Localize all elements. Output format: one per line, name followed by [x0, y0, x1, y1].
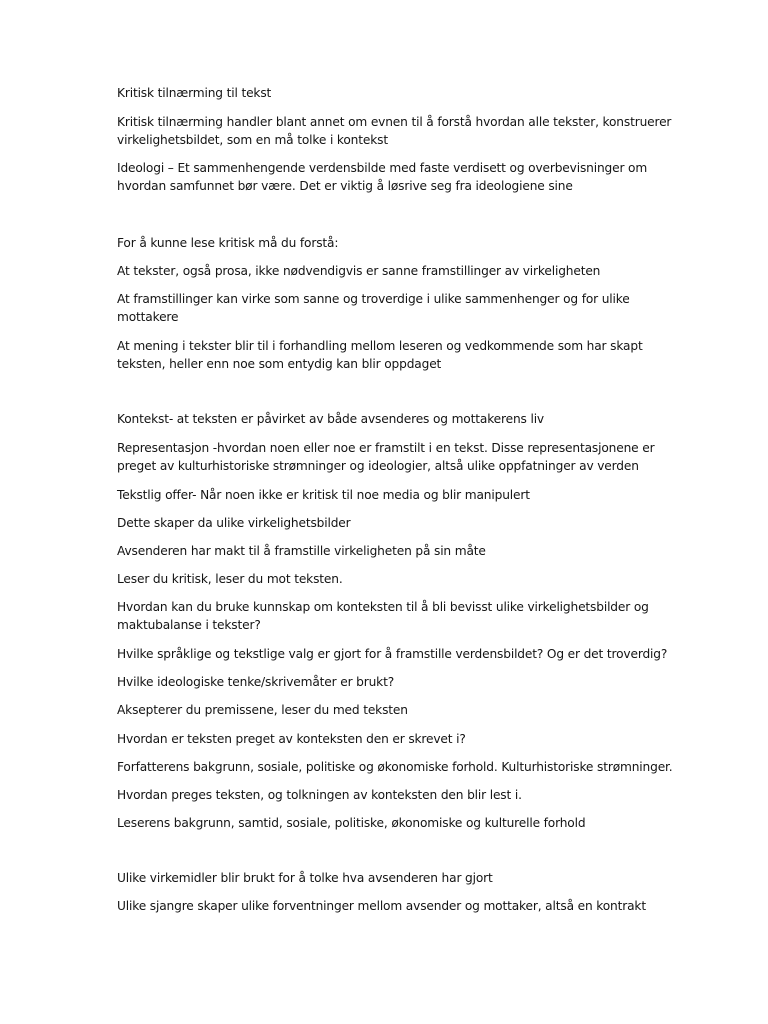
paragraph: [117, 337, 657, 373]
text-line: At framstillinger kan virke som sanne og troverdige i ulike sammenhenger og for ulike: [117, 292, 630, 306]
text-line: mottakere: [117, 310, 179, 324]
paragraph: [117, 570, 657, 588]
text-line: Kontekst- at teksten er påvirket av både avsenderes og mottakerens liv: [117, 412, 544, 426]
text-line: maktubalanse i tekster?: [117, 618, 261, 632]
paragraph: [117, 410, 657, 428]
paragraph: [117, 514, 657, 532]
text-line: Ideologi – Et sammenhengende verdensbilde med faste verdisett og overbevisninger om: [117, 161, 648, 175]
paragraph: [117, 814, 657, 832]
text-line: Leserens bakgrunn, samtid, sosiale, politiske, økonomiske og kulturelle forhold: [117, 816, 586, 830]
text-line: Hvordan kan du bruke kunnskap om konteksten til å bli bevisst ulike virkelighetsbilder og: [117, 600, 649, 614]
text-line: Ulike sjangre skaper ulike forventninger mellom avsender og mottaker, altså en kontrakt: [117, 899, 646, 913]
text-line: Kritisk tilnærming til tekst: [117, 86, 272, 100]
text-line: At mening i tekster blir til i forhandling mellom leseren og vedkommende som har skapt: [117, 339, 643, 353]
text-line: virkelighetsbildet, som en må tolke i kontekst: [117, 133, 388, 147]
text-line: Aksepterer du premissene, leser du med teksten: [117, 703, 408, 717]
text-line: Hvordan er teksten preget av konteksten den er skrevet i?: [117, 732, 466, 746]
text-line: Kritisk tilnærming handler blant annet om evnen til å forstå hvordan alle tekster, konstruerer: [117, 115, 672, 129]
paragraph: [117, 290, 657, 326]
paragraph: [117, 897, 657, 915]
paragraph: [117, 645, 668, 663]
text-line: Forfatterens bakgrunn, sosiale, politiske og økonomiske forhold. Kulturhistoriske strømninger.: [117, 760, 673, 774]
text-line: teksten, heller enn noe som entydig kan blir oppdaget: [117, 357, 442, 371]
paragraph: [117, 439, 657, 475]
paragraph: [117, 262, 657, 280]
text-line: preget av kulturhistoriske strømninger og ideologier, altså ulike oppfatninger av verden: [117, 459, 639, 473]
paragraph: [117, 701, 657, 719]
paragraph: [117, 786, 657, 804]
text-line: Dette skaper da ulike virkelighetsbilder: [117, 516, 351, 530]
paragraph: [117, 598, 657, 634]
paragraph: [117, 758, 673, 776]
text-line: Tekstlig offer- Når noen ikke er kritisk til noe media og blir manipulert: [117, 488, 530, 502]
paragraph: [117, 486, 657, 504]
text-line: Hvilke ideologiske tenke/skrivemåter er brukt?: [117, 675, 395, 689]
text-line: Representasjon -hvordan noen eller noe er framstilt i en tekst. Disse representasjonene er: [117, 441, 655, 455]
paragraph: [117, 159, 657, 195]
paragraph: [117, 869, 657, 887]
paragraph: [117, 730, 657, 748]
text-line: For å kunne lese kritisk må du forstå:: [117, 236, 339, 250]
text-line: At tekster, også prosa, ikke nødvendigvis er sanne framstillinger av virkeligheten: [117, 264, 601, 278]
text-line: Hvordan preges teksten, og tolkningen av konteksten den blir lest i.: [117, 788, 522, 802]
text-line: Ulike virkemidler blir brukt for å tolke hva avsenderen har gjort: [117, 871, 493, 885]
text-line: hvordan samfunnet bør være. Det er viktig å løsrive seg fra ideologiene sine: [117, 179, 573, 193]
text-line: Avsenderen har makt til å framstille virkeligheten på sin måte: [117, 544, 486, 558]
paragraph: [117, 113, 672, 149]
paragraph: [117, 542, 657, 560]
text-line: Leser du kritisk, leser du mot teksten.: [117, 572, 343, 586]
paragraph: [117, 234, 657, 252]
text-line: Hvilke språklige og tekstlige valg er gjort for å framstille verdensbildet? Og er det troverdig?: [117, 647, 668, 661]
document-title: [117, 84, 657, 102]
paragraph: [117, 673, 657, 691]
